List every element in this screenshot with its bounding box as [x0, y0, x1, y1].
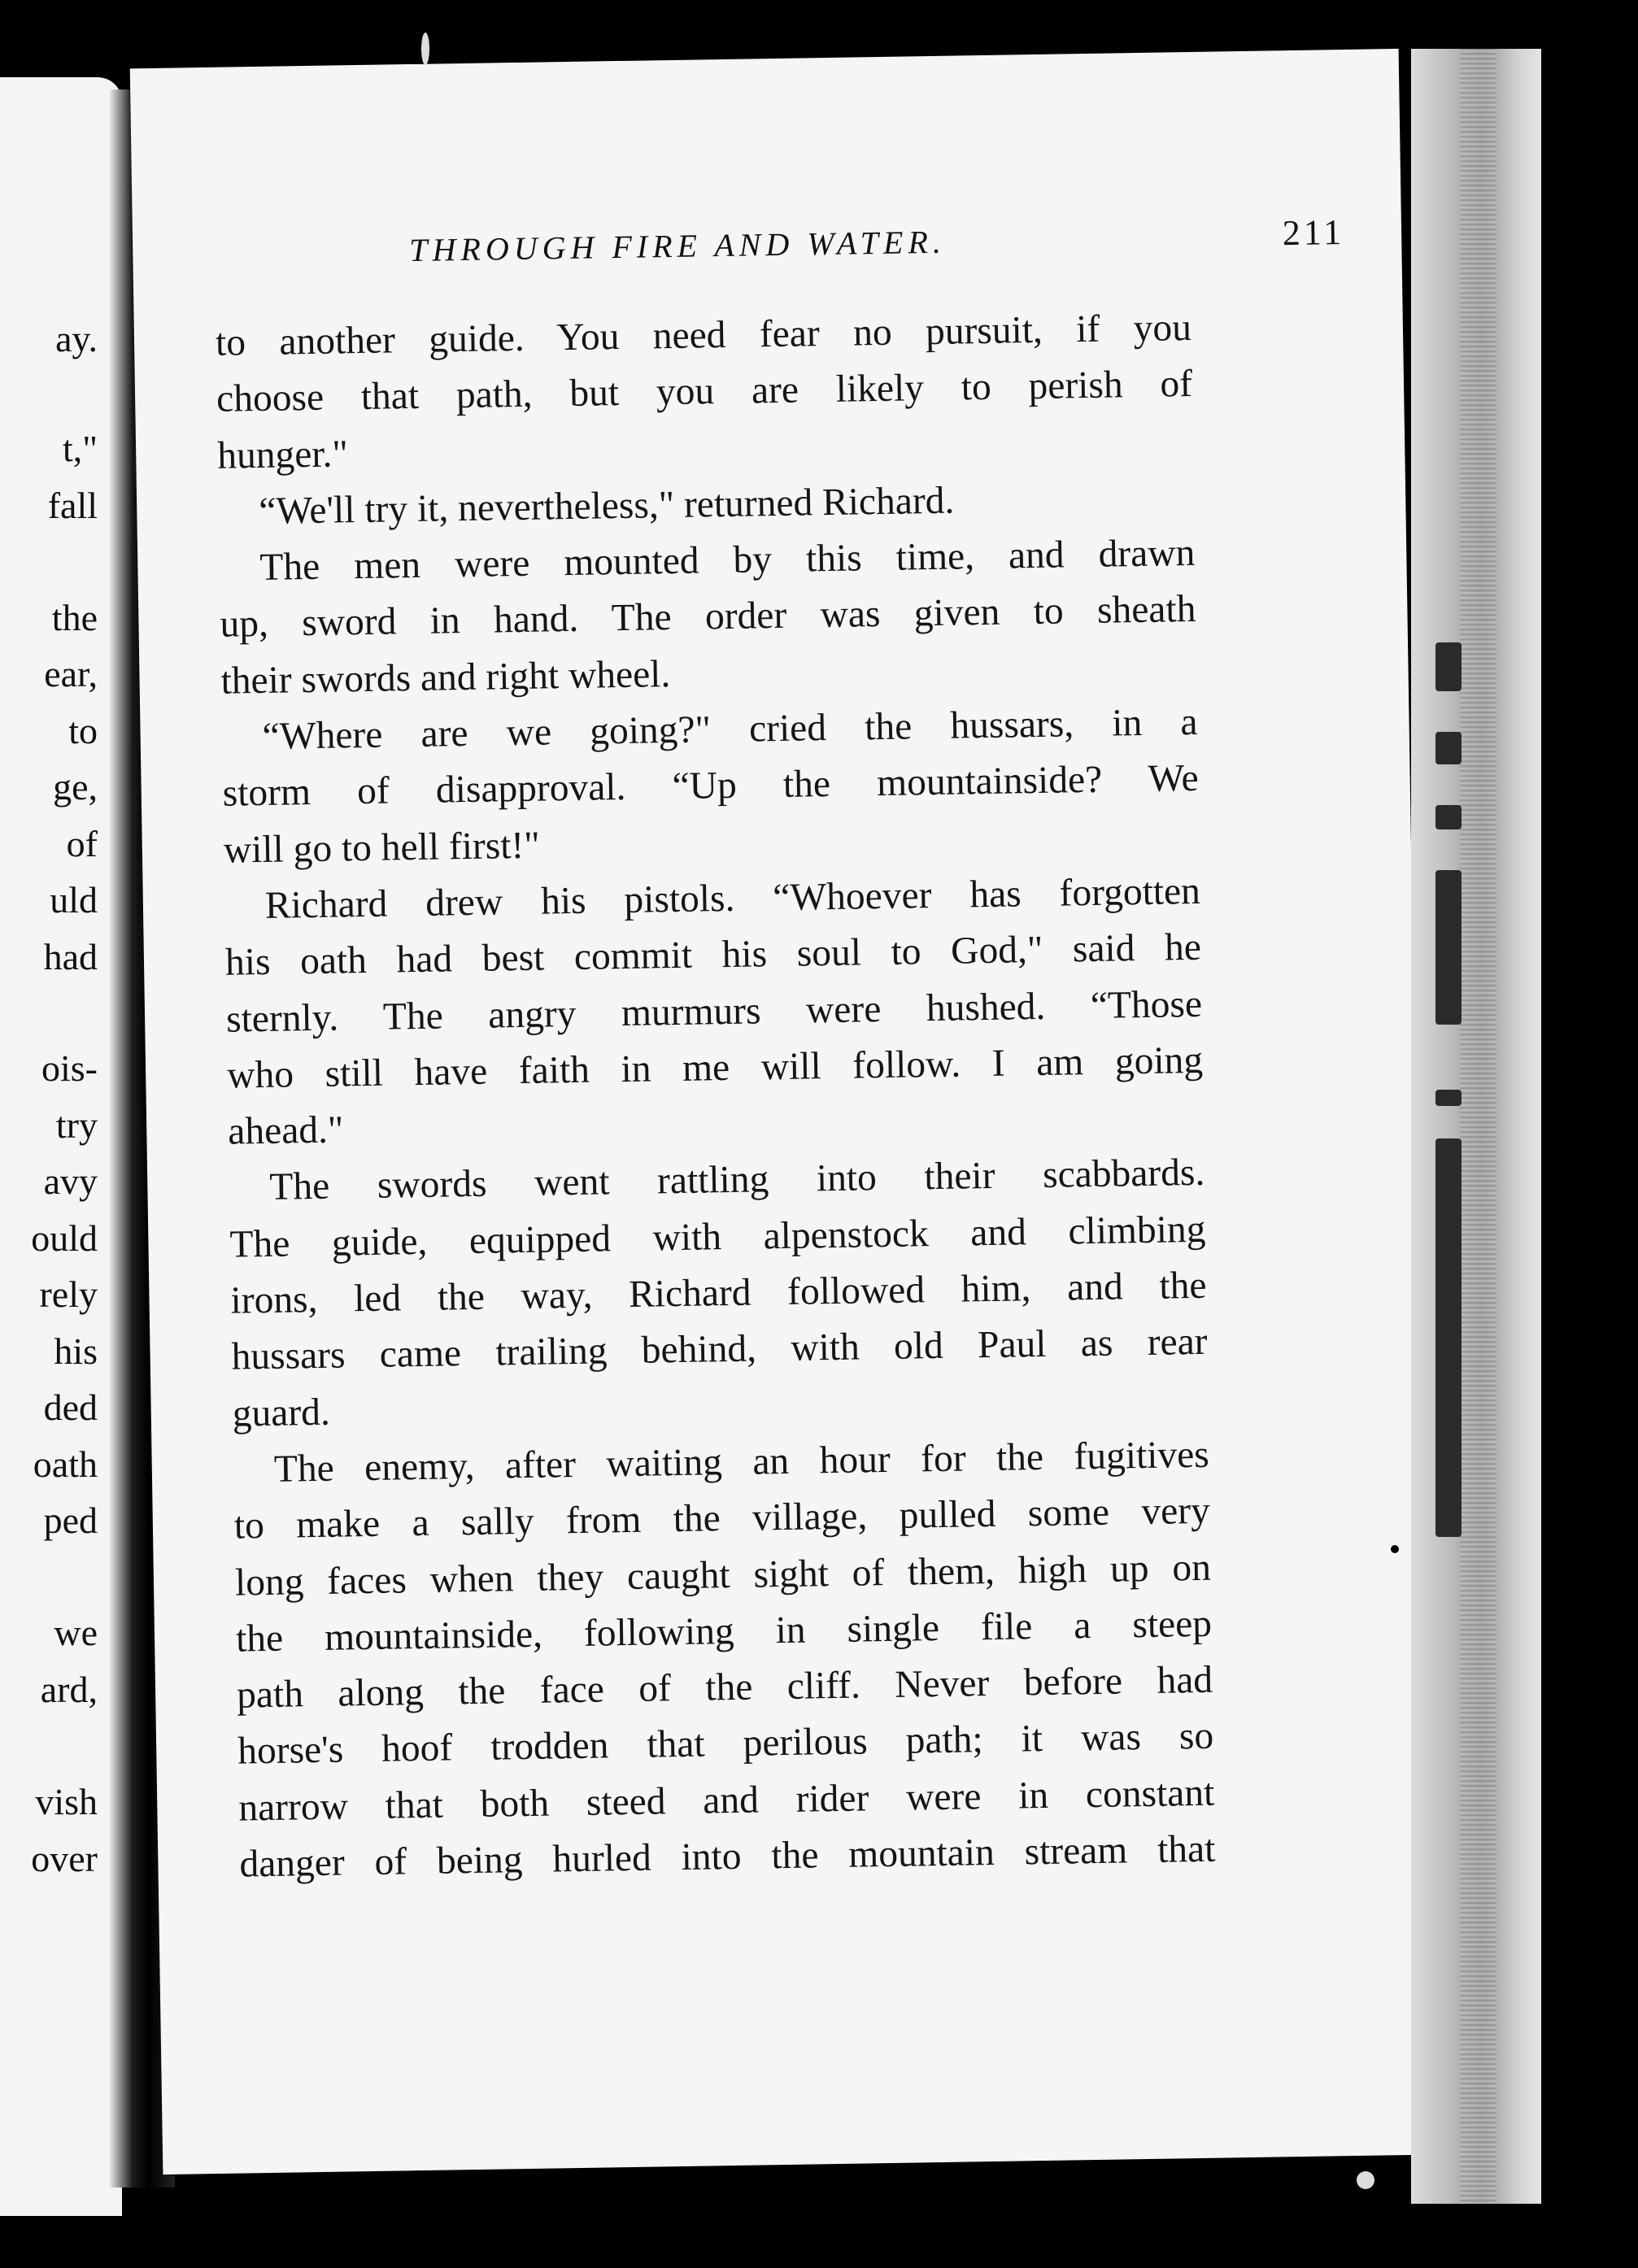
edge-print-mark [1435, 1138, 1462, 1537]
text-line: path along the face of the cliff. Never before had [236, 1658, 1213, 1717]
text-line: The men were mounted by this time, and drawn [259, 532, 1196, 590]
facing-page-line: ard, [40, 1669, 98, 1710]
edge-print-mark [1435, 642, 1462, 691]
facing-page-line: uld [50, 879, 98, 921]
facing-page-line: his [54, 1330, 98, 1372]
book-page [130, 49, 1431, 2174]
facing-page-line: t," [62, 428, 98, 469]
text-line: narrow that both steed and rider were in constant [237, 1771, 1215, 1830]
edge-print-mark [1435, 870, 1462, 1025]
facing-page-line: ay. [55, 318, 98, 359]
edge-print-mark [1435, 1090, 1462, 1106]
facing-page-line: of [66, 823, 98, 864]
text-line: sternly. The angry murmurs were hushed. “Those [225, 982, 1203, 1041]
facing-page-line: over [31, 1838, 98, 1879]
text-line: hussars came trailing behind, with old Paul as rear [231, 1321, 1208, 1378]
text-line: The swords went rattling into their scabbards. [268, 1151, 1205, 1209]
facing-page-line: we [54, 1612, 98, 1653]
text-line: danger of being hurled into the mountain stream that [239, 1827, 1216, 1886]
text-line: the mountainside, following in single file a steep [235, 1602, 1213, 1661]
edge-print-mark [1435, 805, 1462, 829]
body-text [216, 300, 1216, 1893]
scan-speck [1357, 2171, 1374, 2189]
text-line: his oath had best commit his soul to God," said he [224, 926, 1202, 984]
facing-page-line: ear, [44, 653, 98, 694]
text-line: The guide, equipped with alpenstock and climbing [229, 1208, 1206, 1266]
text-line: choose that path, but you are likely to perish of [216, 363, 1193, 421]
text-line: Richard drew his pistols. “Whoever has forgotten [264, 869, 1201, 927]
text-line: horse's hoof trodden that perilous path; it was so [237, 1715, 1214, 1774]
text-line: up, sword in hand. The order was given to sheath [220, 588, 1196, 646]
page-header [408, 211, 1345, 280]
text-line: will go to hell first!" [223, 824, 541, 872]
facing-page-line: avy [43, 1160, 98, 1202]
text-line: long faces when they caught sight of them, high up on [234, 1546, 1212, 1604]
text-line: ahead." [227, 1108, 344, 1153]
text-line: their swords and right wheel. [220, 652, 671, 703]
facing-page-line: ped [43, 1500, 98, 1541]
text-line: guard. [232, 1391, 331, 1435]
facing-page-line: ois- [41, 1047, 98, 1089]
edge-print-mark [1435, 732, 1462, 764]
scan-speck [421, 33, 429, 65]
facing-page-line: try [55, 1104, 98, 1146]
page-edge-texture [1460, 49, 1496, 2204]
facing-page-line: had [43, 936, 98, 977]
text-line: The enemy, after waiting an hour for the fugitives [273, 1433, 1210, 1491]
text-line: “We'll try it, nevertheless," returned Richard. [258, 479, 955, 533]
running-head: THROUGH FIRE AND WATER. [408, 223, 947, 269]
facing-page-line: rely [39, 1273, 98, 1315]
text-line: hunger." [216, 432, 349, 477]
facing-page-line: oath [33, 1443, 98, 1485]
book-edge [1411, 49, 1541, 2204]
facing-page [0, 77, 122, 2216]
page-number: 211 [1282, 211, 1345, 254]
facing-page-line: to [68, 710, 98, 751]
facing-page-line: ded [43, 1386, 98, 1428]
text-line: who still have faith in me will follow. I am going [226, 1038, 1204, 1097]
facing-page-line: the [51, 597, 98, 638]
scan-speck [1391, 1545, 1399, 1553]
text-line: “Where are we going?" cried the hussars, in a [262, 700, 1198, 759]
text-line: irons, led the way, Richard followed him, and the [230, 1264, 1207, 1322]
text-line: to make a sally from the village, pulled some very [233, 1490, 1211, 1548]
facing-page-line: ge, [53, 766, 98, 808]
text-line: storm of disapproval. “Up the mountainside? We [222, 757, 1200, 816]
facing-page-line: ould [31, 1217, 98, 1259]
facing-page-line: fall [47, 485, 98, 526]
facing-page-line: vish [35, 1781, 98, 1822]
text-line: to another guide. You need fear no pursuit, if you [215, 306, 1192, 364]
